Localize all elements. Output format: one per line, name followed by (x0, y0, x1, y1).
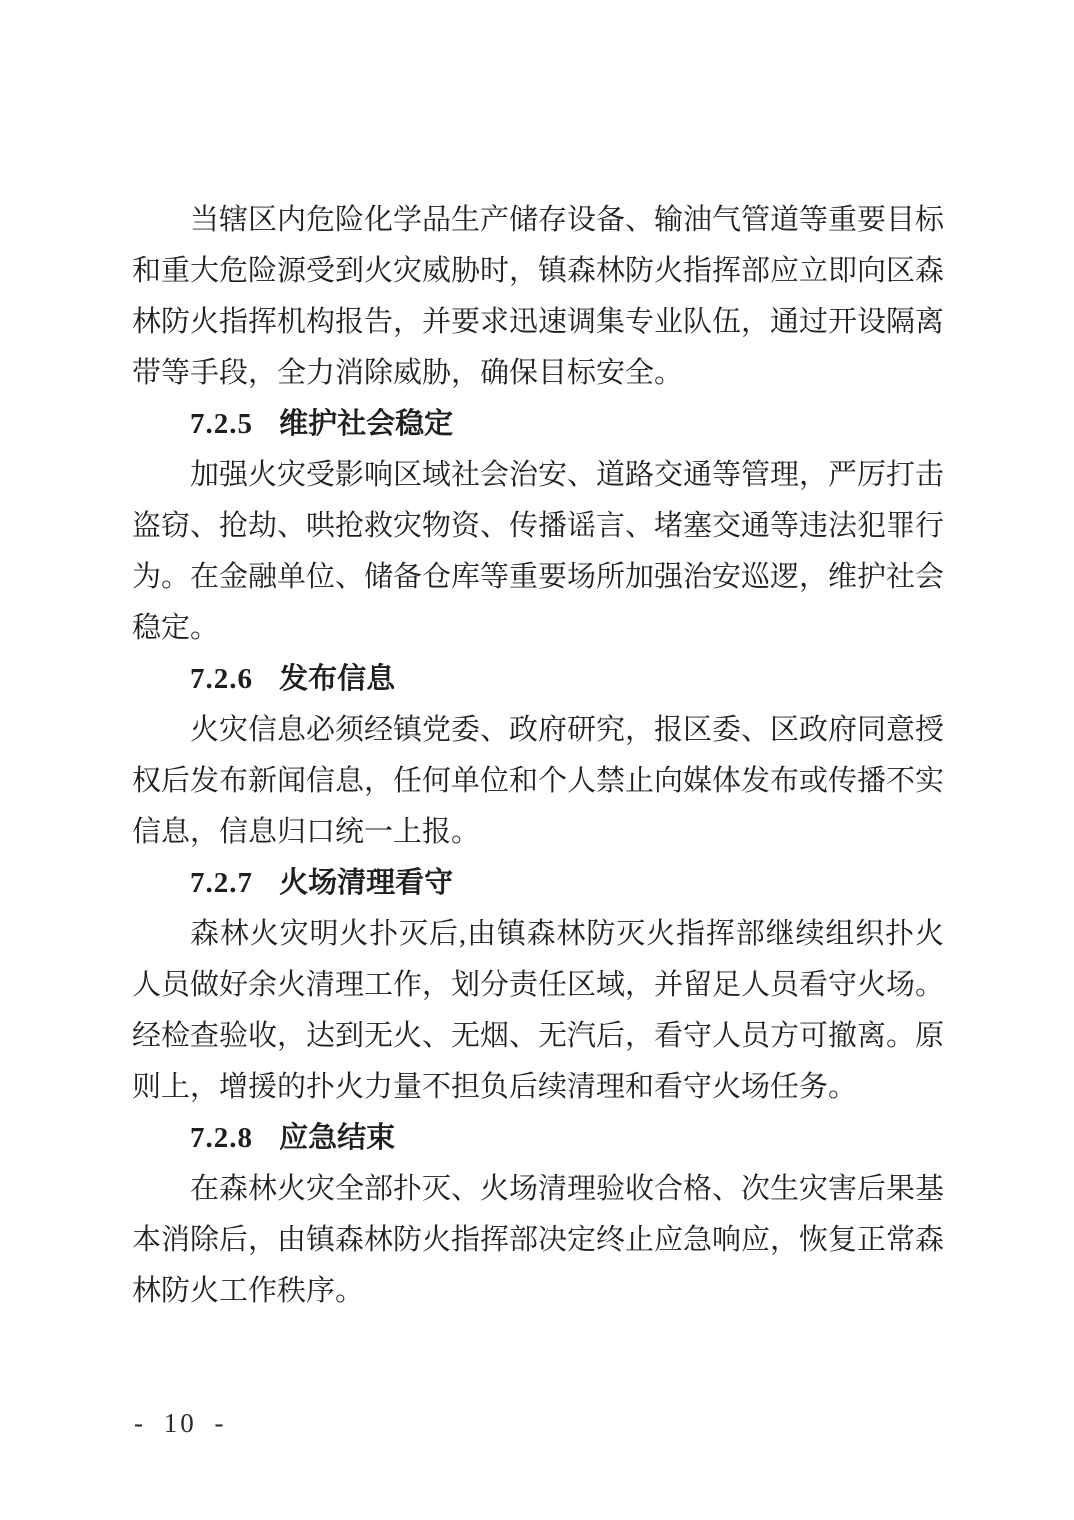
heading-7-2-8-title: 应急结束 (279, 1122, 396, 1154)
heading-7-2-5 (132, 399, 944, 450)
heading-7-2-8 (132, 1113, 944, 1164)
page-number: - 10 - (134, 1408, 227, 1438)
heading-7-2-6 (132, 654, 944, 705)
heading-7-2-7-number: 7.2.7 (190, 867, 253, 899)
paragraph-fire-scene-cleanup: 森林火灾明火扑灭后,由镇森林防灭火指挥部继续组织扑火人员做好余火清理工作，划分责任区域，并留足人员看守火场。经检查验收，达到无火、无烟、无汽后，看守人员方可撤离。原则上，增援的扑火力量不担负后续清理和看守火场任务。 (132, 918, 945, 1103)
heading-7-2-7-title: 火场清理看守 (279, 867, 454, 899)
heading-7-2-8-number: 7.2.8 (190, 1122, 253, 1154)
paragraph-information-release: 火灾信息必须经镇党委、政府研究，报区委、区政府同意授权后发布新闻信息，任何单位和个人禁止向媒体发布或传播不实信息，信息归口统一上报。 (132, 714, 945, 848)
document-body (132, 195, 944, 1317)
paragraph-social-stability: 加强火灾受影响区域社会治安、道路交通等管理，严厉打击盗窃、抢劫、哄抢救灾物资、传播谣言、堵塞交通等违法犯罪行为。在金融单位、储备仓库等重要场所加强治安巡逻，维护社会稳定。 (132, 459, 945, 644)
heading-7-2-5-title: 维护社会稳定 (279, 408, 454, 440)
paragraph-hazard-targets: 当辖区内危险化学品生产储存设备、输油气管道等重要目标和重大危险源受到火灾威胁时，镇森林防火指挥部应立即向区森林防火指挥机构报告，并要求迅速调集专业队伍，通过开设隔离带等手段，全力消除威胁，确保目标安全。 (132, 204, 945, 389)
paragraph-emergency-end: 在森林火灾全部扑灭、火场清理验收合格、次生灾害后果基本消除后，由镇森林防火指挥部决定终止应急响应，恢复正常森林防火工作秩序。 (132, 1173, 945, 1307)
heading-7-2-5-number: 7.2.5 (190, 408, 253, 440)
heading-7-2-6-number: 7.2.6 (190, 663, 253, 695)
heading-7-2-7 (132, 858, 944, 909)
heading-7-2-6-title: 发布信息 (279, 663, 396, 695)
